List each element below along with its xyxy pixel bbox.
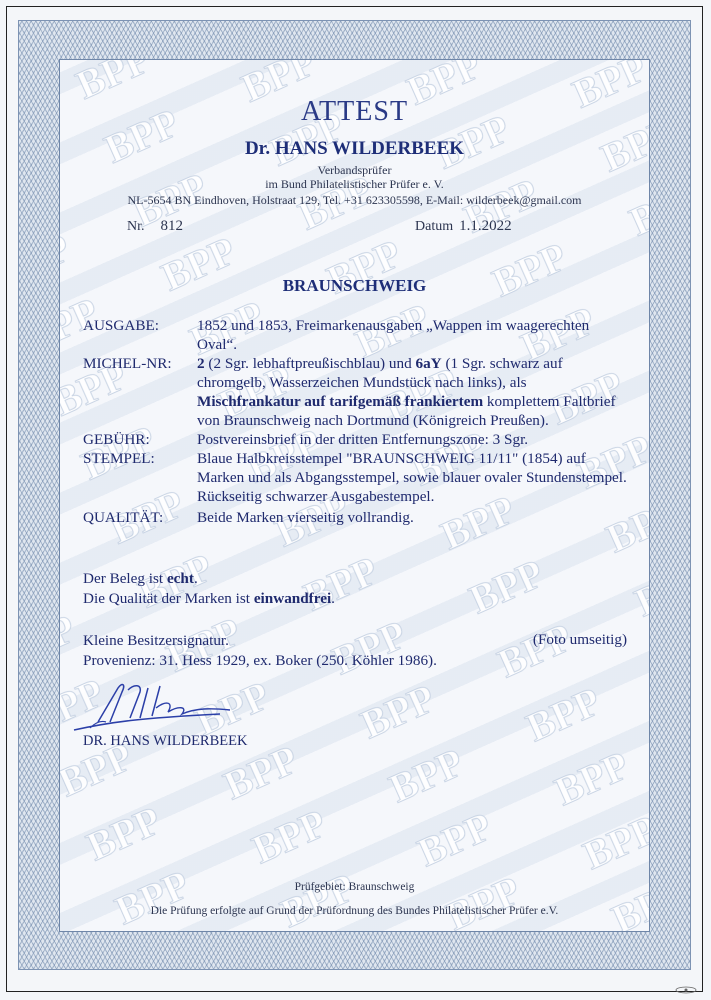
detail-row-gebuehr bbox=[83, 430, 633, 449]
qualitaet-label: QUALITÄT: bbox=[83, 509, 164, 526]
gebuehr-value: Postvereinsbrief in der dritten Entfernungszone: 3 Sgr. bbox=[197, 431, 529, 448]
certificate-number bbox=[127, 218, 183, 235]
examiner-role: Verbandsprüfer bbox=[317, 163, 392, 177]
ausgabe-value: 1852 und 1853, Freimarkenausgaben „Wappen im waagerechten Oval“. bbox=[197, 317, 590, 353]
certificate-paper bbox=[59, 59, 650, 932]
verdict-genuine: Der Beleg ist echt. bbox=[83, 570, 198, 587]
examination-basis: Die Prüfung erfolgte auf Grund der Prüfordnung des Bundes Philatelistischer Prüfer e.V. bbox=[150, 905, 559, 917]
examination-field: Prüfgebiet: Braunschweig bbox=[294, 881, 415, 893]
details-table bbox=[83, 316, 633, 527]
stempel-label: STEMPEL: bbox=[83, 450, 155, 467]
number-label: Nr. bbox=[127, 219, 145, 234]
date-label: Datum bbox=[415, 219, 454, 234]
owner-signature-note: Kleine Besitzersignatur. bbox=[83, 632, 229, 649]
number-value: 812 bbox=[160, 218, 183, 234]
gebuehr-label: GEBÜHR: bbox=[83, 431, 150, 448]
examiner-address: NL-5654 BN Eindhoven, Holstraat 129, Tel. +31 623305598, E-Mail: wilderbeek@gmail.com bbox=[127, 193, 582, 207]
stempel-value: Blaue Halbkreisstempel "BRAUNSCHWEIG 11/11" (1854) auf Marken und als Abgangsstempel, sowie blauer ovaler Stundenstempel. Rückseitig schwarzer Ausgabestempel. bbox=[197, 450, 627, 505]
examiner-name: Dr. HANS WILDERBEEK bbox=[244, 138, 465, 159]
certificate-date bbox=[415, 218, 512, 235]
detail-row-qualitaet bbox=[83, 506, 633, 527]
signer-name: DR. HANS WILDERBEEK bbox=[83, 733, 248, 749]
security-seal bbox=[675, 986, 697, 994]
verdict-quality: Die Qualität der Marken ist einwandfrei. bbox=[83, 590, 335, 607]
handwritten-signature bbox=[70, 678, 240, 738]
certificate-title: ATTEST bbox=[300, 96, 409, 127]
detail-row-michel bbox=[83, 354, 633, 430]
detail-row-ausgabe bbox=[83, 316, 633, 354]
michel-value: 2 (2 Sgr. lebhaftpreußischblau) und 6aY (1 Sgr. schwarz auf chromgelb, Wasserzeichen Mundstück nach links), als Mischfrankatur auf tarifgemäß frankiertem komplettem Faltbrief von Braunschweig nach Dortmund (Königreich Preußen). bbox=[197, 355, 616, 429]
country-heading: BRAUNSCHWEIG bbox=[282, 276, 427, 295]
date-value: 1.1.2022 bbox=[459, 218, 512, 234]
seal-icon bbox=[675, 986, 697, 994]
examiner-association: im Bund Philatelistischer Prüfer e. V. bbox=[265, 177, 444, 191]
michel-label: MICHEL-NR: bbox=[83, 355, 172, 372]
qualitaet-value: Beide Marken vierseitig vollrandig. bbox=[197, 509, 414, 526]
photo-note: (Foto umseitig) bbox=[532, 631, 627, 648]
provenance: Provenienz: 31. Hess 1929, ex. Boker (250. Köhler 1986). bbox=[83, 652, 437, 669]
ausgabe-label: AUSGABE: bbox=[83, 317, 159, 334]
detail-row-stempel bbox=[83, 449, 633, 506]
